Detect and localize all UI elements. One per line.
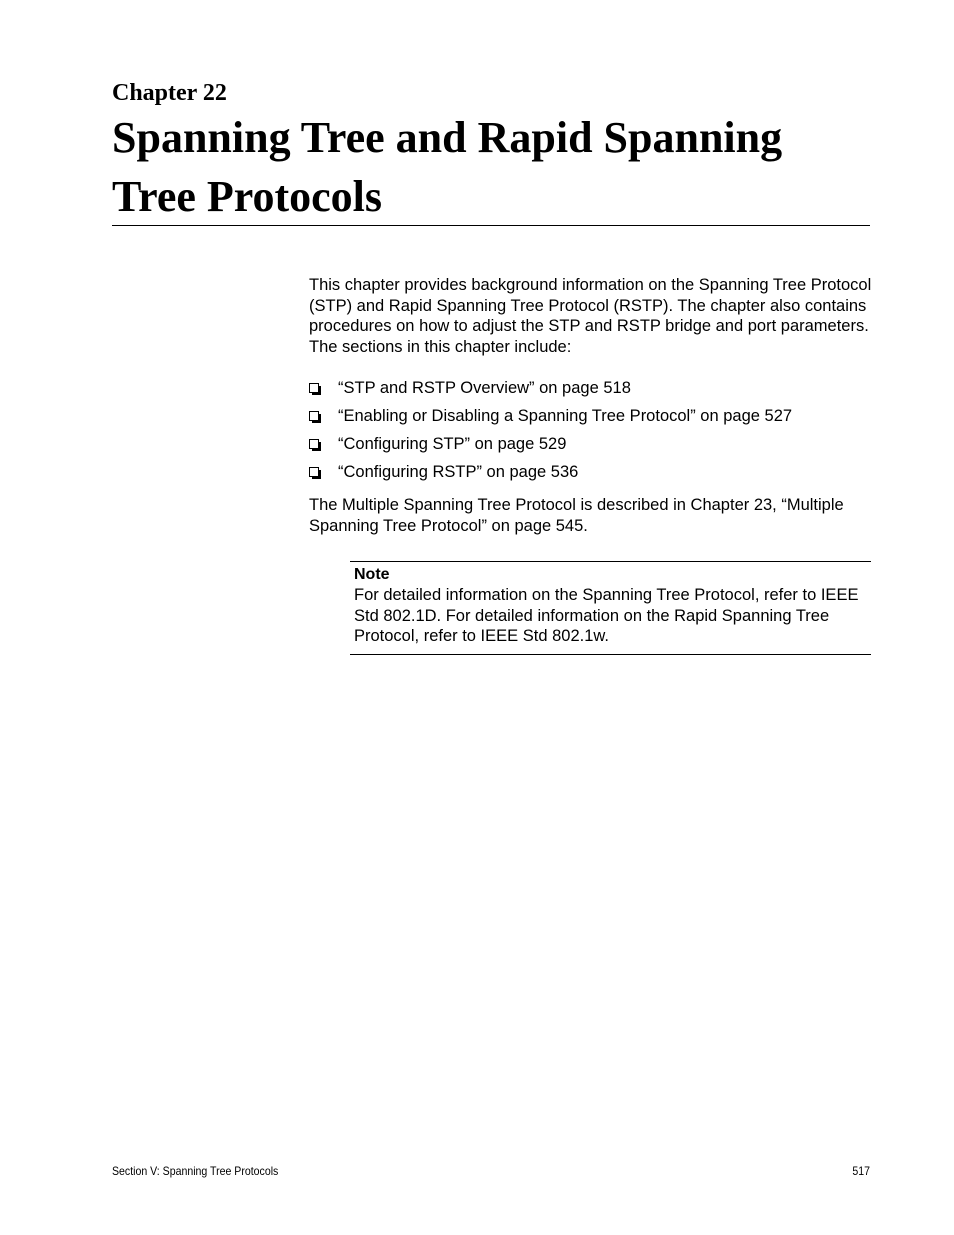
checkbox-bullet-icon	[309, 439, 319, 449]
list-item-text: “STP and RSTP Overview” on page 518	[338, 378, 631, 397]
list-item[interactable]	[309, 374, 874, 402]
list-item-text: “Configuring STP” on page 529	[338, 434, 567, 453]
intro-paragraph: This chapter provides background information on the Spanning Tree Protocol (STP) and Rapid Spanning Tree Protocol (RSTP). The chapter also contains procedures on how to adjust the STP and RSTP bridge and port parameters. The sections in this chapter include:	[309, 276, 872, 356]
footer-page-number: 517	[852, 1164, 870, 1178]
checkbox-bullet-icon	[309, 411, 319, 421]
note-heading: Note	[354, 566, 390, 583]
list-item[interactable]	[309, 402, 874, 430]
note-text: For detailed information on the Spanning Tree Protocol, refer to IEEE Std 802.1D. For detailed information on the Rapid Spanning Tree Protocol, refer to IEEE Std 802.1w.	[354, 586, 859, 645]
checkbox-bullet-icon	[309, 383, 319, 393]
mstp-reference-paragraph: The Multiple Spanning Tree Protocol is described in Chapter 23, “Multiple Spanning Tree Protocol” on page 545.	[309, 496, 844, 535]
note-box	[350, 561, 871, 655]
chapter-label: Chapter 22	[112, 80, 227, 106]
checkbox-bullet-icon	[309, 467, 319, 477]
footer-section-title: Section V: Spanning Tree Protocols	[112, 1164, 279, 1178]
list-item-text: “Configuring RSTP” on page 536	[338, 462, 579, 481]
list-item-text: “Enabling or Disabling a Spanning Tree Protocol” on page 527	[338, 406, 793, 425]
list-item[interactable]	[309, 430, 874, 458]
chapter-title: Spanning Tree and Rapid Spanning Tree Protocols	[112, 113, 783, 221]
list-item[interactable]	[309, 458, 874, 486]
section-list	[309, 374, 874, 486]
title-divider	[112, 225, 870, 226]
